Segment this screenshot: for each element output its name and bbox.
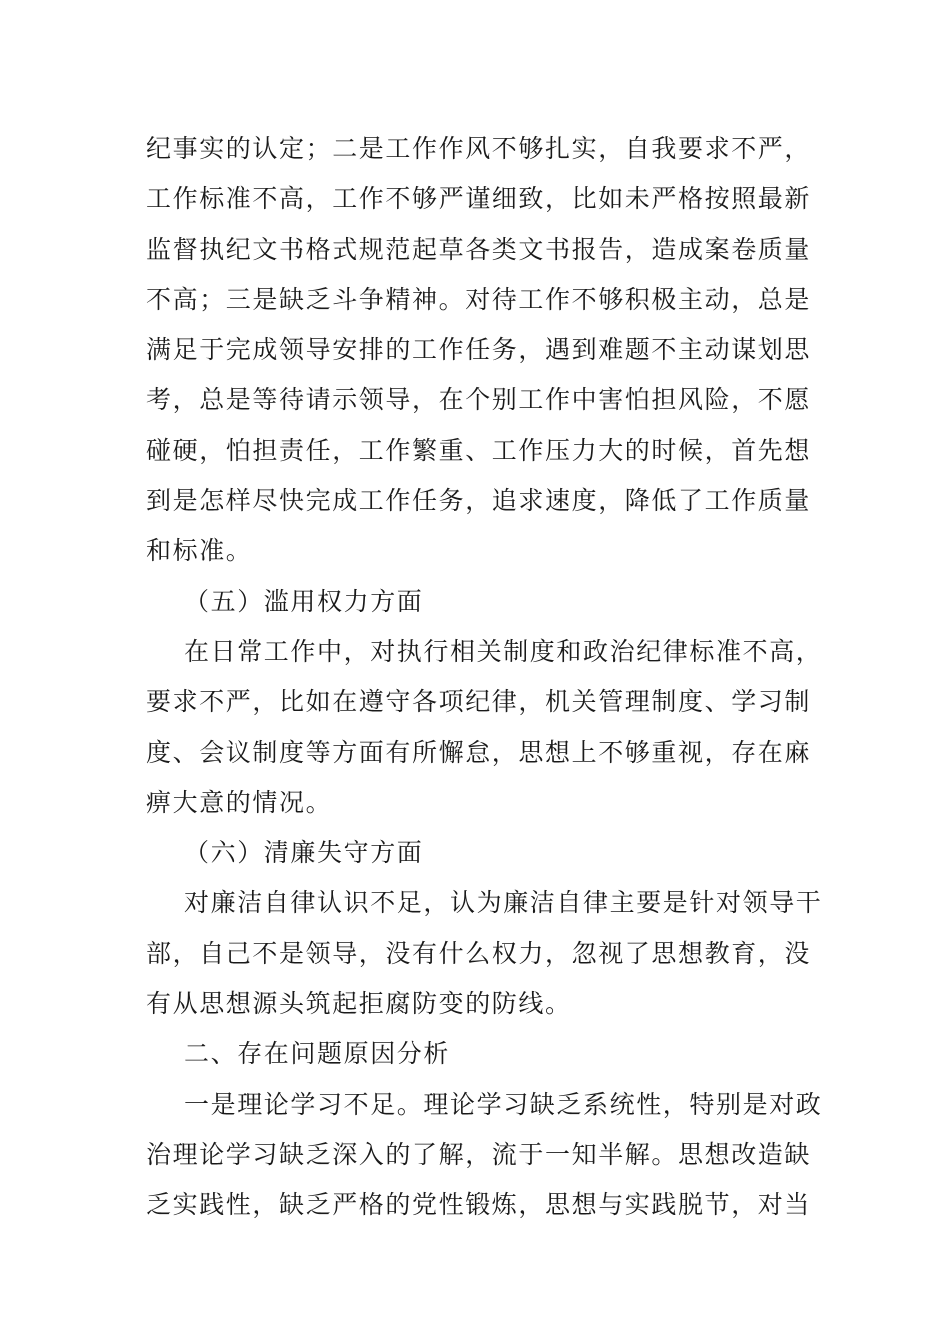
text-line: 满足于完成领导安排的工作任务，遇到难题不主动谋划思: [146, 335, 812, 365]
text-line: 要求不严，比如在遵守各项纪律，机关管理制度、学习制: [146, 687, 812, 717]
text-line: 考，总是等待请示领导，在个别工作中害怕担风险，不愿: [146, 385, 812, 415]
section-heading-6: （六）清廉失守方面: [184, 838, 424, 868]
paragraph-start: 在日常工作中，对执行相关制度和政治纪律标准不高，: [184, 636, 823, 666]
text-line: 乏实践性，缺乏严格的党性锻炼，思想与实践脱节，对当: [146, 1190, 812, 1220]
text-line: 到是怎样尽快完成工作任务，追求速度，降低了工作质量: [146, 486, 812, 516]
text-line: 工作标准不高，工作不够严谨细致，比如未严格按照最新: [146, 184, 812, 214]
paragraph-start: 一是理论学习不足。理论学习缺乏系统性，特别是对政: [184, 1089, 823, 1119]
text-line: 碰硬，怕担责任，工作繁重、工作压力大的时候，首先想: [146, 435, 812, 465]
section-heading-2: 二、存在问题原因分析: [184, 1039, 451, 1069]
text-line: 度、会议制度等方面有所懈怠，思想上不够重视，存在麻: [146, 737, 812, 767]
text-line: 和标准。: [146, 536, 253, 566]
text-line: 部，自己不是领导，没有什么权力，忽视了思想教育，没: [146, 938, 812, 968]
paragraph-start: 对廉洁自律认识不足，认为廉洁自律主要是针对领导干: [184, 888, 823, 918]
text-line: 有从思想源头筑起拒腐防变的防线。: [146, 989, 572, 1019]
document-body: [146, 124, 823, 1231]
section-heading-5: （五）滥用权力方面: [184, 586, 424, 616]
text-line: 不高；三是缺乏斗争精神。对待工作不够积极主动，总是: [146, 284, 812, 314]
text-line: 监督执纪文书格式规范起草各类文书报告，造成案卷质量: [146, 234, 812, 264]
text-line: 纪事实的认定；二是工作作风不够扎实，自我要求不严，: [146, 134, 812, 163]
text-line: 痹大意的情况。: [146, 787, 333, 817]
text-line: 治理论学习缺乏深入的了解，流于一知半解。思想改造缺: [146, 1139, 812, 1169]
